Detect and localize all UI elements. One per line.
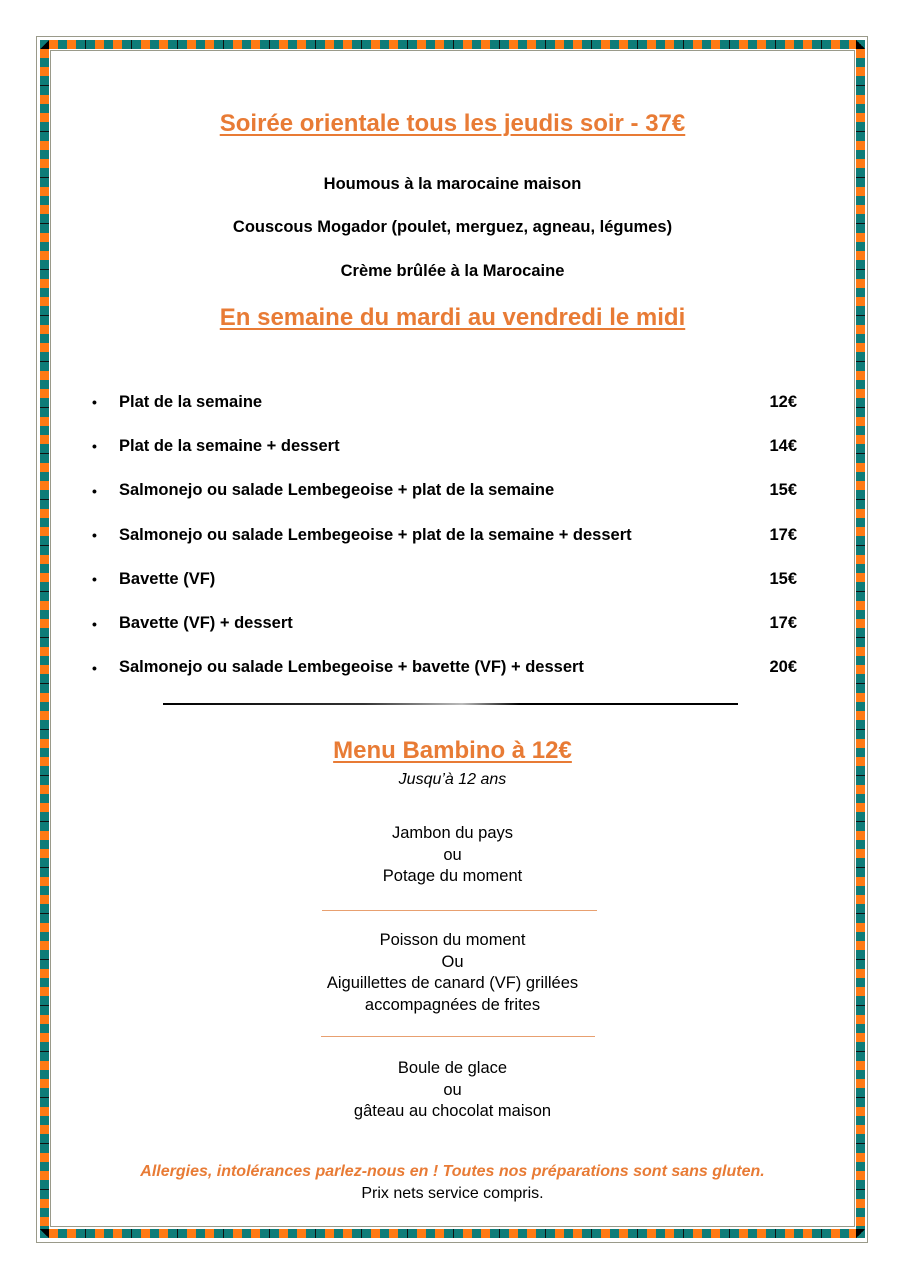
oriental-dish: Crème brûlée à la Marocaine [340, 262, 565, 280]
bullet-icon: • [92, 482, 97, 499]
section-divider [163, 703, 738, 705]
menu-item-name: Salmonejo ou salade Lembegeoise + plat de la semaine [119, 481, 555, 500]
bambino-age-note: Jusqu’à 12 ans [398, 771, 507, 788]
oriental-dish: Couscous Mogador (poulet, merguez, agneau, légumes) [232, 218, 673, 236]
menu-item-price: 20€ [769, 658, 797, 677]
border-strip-bottom [40, 1229, 865, 1238]
menu-item-price: 17€ [769, 614, 797, 633]
border-corner-icon [40, 40, 49, 49]
course-line: gâteau au chocolat maison [353, 1102, 552, 1120]
course-divider [322, 910, 597, 911]
weekday-lunch-title: En semaine du mardi au vendredi le midi [219, 304, 686, 331]
bullet-icon: • [92, 438, 97, 455]
bambino-menu-title: Menu Bambino à 12€ [333, 737, 572, 764]
menu-item [92, 557, 797, 601]
course-line: accompagnées de frites [364, 995, 541, 1014]
bambino-starter [0, 823, 905, 888]
course-line: Boule de glace [397, 1059, 508, 1077]
course-line: Aiguillettes de canard (VF) grillées [326, 974, 579, 992]
bullet-icon: • [92, 659, 97, 676]
menu-item [92, 513, 797, 557]
menu-item-price: 17€ [769, 525, 797, 544]
price-note: Prix nets service compris. [361, 1185, 544, 1202]
course-divider [321, 1036, 595, 1037]
bullet-icon: • [92, 615, 97, 632]
menu-item [92, 380, 797, 424]
menu-item-price: 14€ [769, 436, 797, 455]
menu-item-name: Bavette (VF) + dessert [119, 614, 293, 633]
border-corner-icon [856, 40, 865, 49]
bullet-icon: • [92, 527, 97, 544]
course-line: Poisson du moment [379, 931, 526, 949]
menu-item [92, 469, 797, 513]
menu-item-name: Salmonejo ou salade Lembegeoise + plat de la semaine + dessert [119, 525, 632, 544]
bullet-icon: • [92, 394, 97, 411]
oriental-evening-title: Soirée orientale tous les jeudis soir - 37€ [219, 110, 686, 137]
menu-item-name: Bavette (VF) [119, 569, 216, 588]
allergy-note: Allergies, intolérances parlez-nous en ! Toutes nos préparations sont sans gluten. [140, 1163, 765, 1180]
menu-item [92, 601, 797, 645]
menu-item-price: 15€ [769, 569, 797, 588]
course-line: Jambon du pays [391, 824, 514, 842]
menu-item-name: Salmonejo ou salade Lembegeoise + bavette (VF) + dessert [119, 658, 584, 677]
bambino-main [0, 930, 905, 1016]
menu-item-name: Plat de la semaine [119, 392, 263, 411]
course-line: ou [443, 845, 462, 864]
menu-item [92, 424, 797, 468]
course-line: Potage du moment [382, 867, 523, 885]
border-corner-icon [856, 1229, 865, 1238]
menu-item-price: 12€ [769, 392, 797, 411]
menu-item [92, 646, 797, 690]
bullet-icon: • [92, 571, 97, 588]
border-corner-icon [40, 1229, 49, 1238]
bambino-dessert [0, 1058, 905, 1123]
course-line: Ou [441, 952, 464, 971]
weekday-menu-list [92, 380, 797, 690]
oriental-dish: Houmous à la marocaine maison [323, 175, 582, 193]
border-strip-top [40, 40, 865, 49]
menu-item-price: 15€ [769, 481, 797, 500]
course-line: ou [443, 1080, 462, 1099]
menu-item-name: Plat de la semaine + dessert [119, 436, 340, 455]
